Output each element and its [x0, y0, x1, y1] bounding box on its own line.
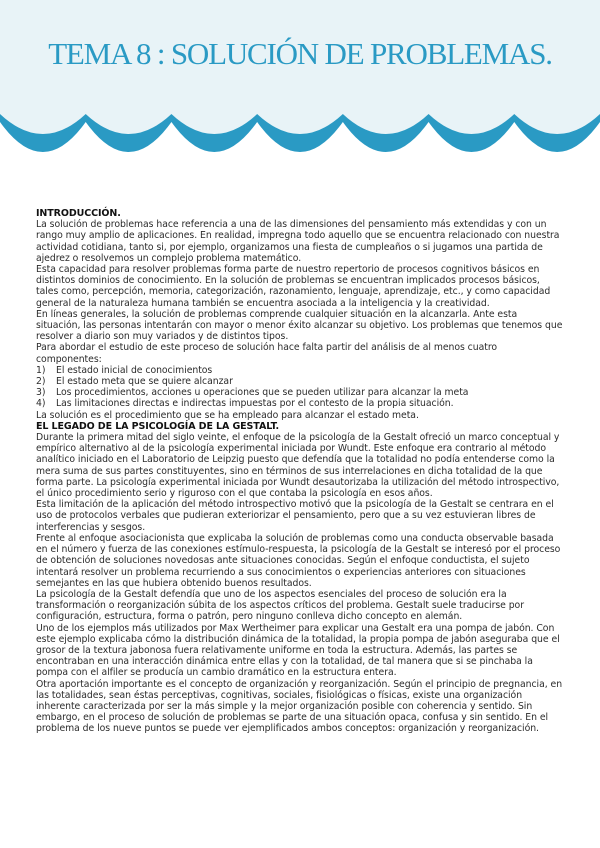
paragraph: La solución es el procedimiento que se ha empleado para alcanzar el estado meta. — [36, 409, 419, 421]
paragraph: La solución de problemas hace referencia a una de las dimensiones del pensamiento más extendidas y con un rango muy amplio de aplicaciones. En realidad, impregna todo aquello que se encuentra relacionado con nuestra actividad cotidiana, tanto si, por ejemplo, organizamos una fiesta de cumpleaños o si jugamos una partida de ajedrez o resolvemos un complejo problema matemático. — [36, 219, 560, 264]
list-text: El estado meta que se quiere alcanzar — [56, 376, 233, 388]
gestalt-section — [36, 421, 564, 735]
list-item — [36, 398, 564, 409]
list-text: Las limitaciones directas e indirectas impuestas por el contesto de la propia situación. — [56, 398, 454, 410]
paragraph: Esta capacidad para resolver problemas forma parte de nuestro repertorio de procesos cognitivos básicos en distintos dominios de conocimiento. En la solución de problemas se encuentran implicados procesos básicos, tales como, percepción, memoria, categorización, razonamiento, lenguaje, aprendizaje, etc., y como capacidad general de la naturaleza humana también se encuentra asociada a la inteligencia y la creatividad. — [36, 264, 551, 309]
list-text: El estado inicial de conocimientos — [56, 364, 213, 376]
list-text: Los procedimientos, acciones u operaciones que se pueden utilizar para alcanzar la meta — [56, 387, 469, 399]
paragraph: La psicología de la Gestalt defendía que uno de los aspectos esenciales del proceso de solución era la transformación o reorganización súbita de los aspectos críticos del problema. Gestalt suele traducirse por configuración, estructura, forma o patrón, pero ninguno conlleva dicho concepto en alemán. — [36, 588, 524, 623]
list-item — [36, 376, 564, 387]
wave-decoration — [0, 0, 600, 180]
list-number: 1) — [36, 364, 46, 376]
list-item — [36, 365, 564, 376]
page-title: TEMA 8 : SOLUCIÓN DE PROBLEMAS. — [48, 36, 552, 71]
list-number: 3) — [36, 387, 46, 399]
paragraph: Esta limitación de la aplicación del método introspectivo motivó que la psicología de la Gestalt se centrara en el uso de protocolos verbales que pudieran exteriorizar el pensamiento, pero que a su vez estuvieran libres de interferencias y sesgos. — [36, 499, 554, 533]
components-list — [36, 365, 564, 410]
section-heading-gestalt: EL LEGADO DE LA PSICOLOGÍA DE LA GESTALT. — [36, 420, 280, 432]
paragraph: Otra aportación importante es el concepto de organización y reorganización. Según el principio de pregnancia, en las totalidades, sean éstas perceptivas, cognitivas, sociales, fisiológicas o físicas, existe una organización inherente caracterizada por ser la más simple y la mejor organización posible con coherencia y sentido. Sin embargo, en el proceso de solución de problemas se parte de una situación opaca, confusa y sin sentido. En el problema de los nueve puntos se puede ver ejemplificados ambos conceptos: organización y reorganización. — [36, 678, 563, 735]
intro-section — [36, 208, 564, 421]
paragraph: Durante la primera mitad del siglo veinte, el enfoque de la psicología de la Gestalt ofreció un marco conceptual y empírico alternativo al de la psicología experimental iniciada por Wundt. Este enfoque era contrario al método analítico iniciado en el Laboratorio de Leipzig puesto que defendía que la totalidad no podía entenderse como la mera suma de sus partes constituyentes, sino en términos de sus interrelaciones en dicha totalidad de la que forma parte. La psicología experimental iniciada por Wundt desautorizaba la utilización del método introspectivo, el único procedimiento serio y riguroso con el que contaba la psicología en esos años. — [36, 432, 560, 500]
header-banner — [0, 0, 600, 180]
document-body — [36, 208, 564, 735]
list-number: 2) — [36, 376, 46, 388]
section-heading-intro: INTRODUCCIÓN. — [36, 208, 121, 219]
paragraph: Uno de los ejemplos más utilizados por Max Wertheimer para explicar una Gestalt era una pompa de jabón. Con este ejemplo explicaba cómo la distribución dinámica de la totalidad, la propia pompa de jabón aseguraba que el grosor de la textura jabonosa fuera relativamente uniforme en toda la estructura. Además, las partes se encontraban en una interacción dinámica entre ellas y con la totalidad, de tal manera que si se pinchaba la pompa con el alfiler se producía un cambio dramático en la estructura entera. — [36, 622, 560, 679]
list-item — [36, 387, 564, 398]
list-number: 4) — [36, 398, 46, 410]
paragraph: En líneas generales, la solución de problemas comprende cualquier situación en la alcanzarla. Ante esta situación, las personas intentarán con mayor o menor éxito alcanzar su objetivo. Los problemas que tenemos que resolver a diario son muy variados y de distintos tipos. — [36, 308, 563, 343]
paragraph: Frente al enfoque asociacionista que explicaba la solución de problemas como una conducta observable basada en el número y fuerza de las conexiones estímulo-respuesta, la psicología de la Gestalt se interesó por el proceso de obtención de soluciones novedosas ante situaciones conocidas. Según el enfoque conductista, el sujeto intentará resolver un problema recurriendo a sus conocimientos o experiencias anteriores con situaciones semejantes en las que hubiera obtenido buenos resultados. — [36, 532, 561, 589]
paragraph: Para abordar el estudio de este proceso de solución hace falta partir del análisis de al menos cuatro componentes: — [36, 342, 498, 365]
